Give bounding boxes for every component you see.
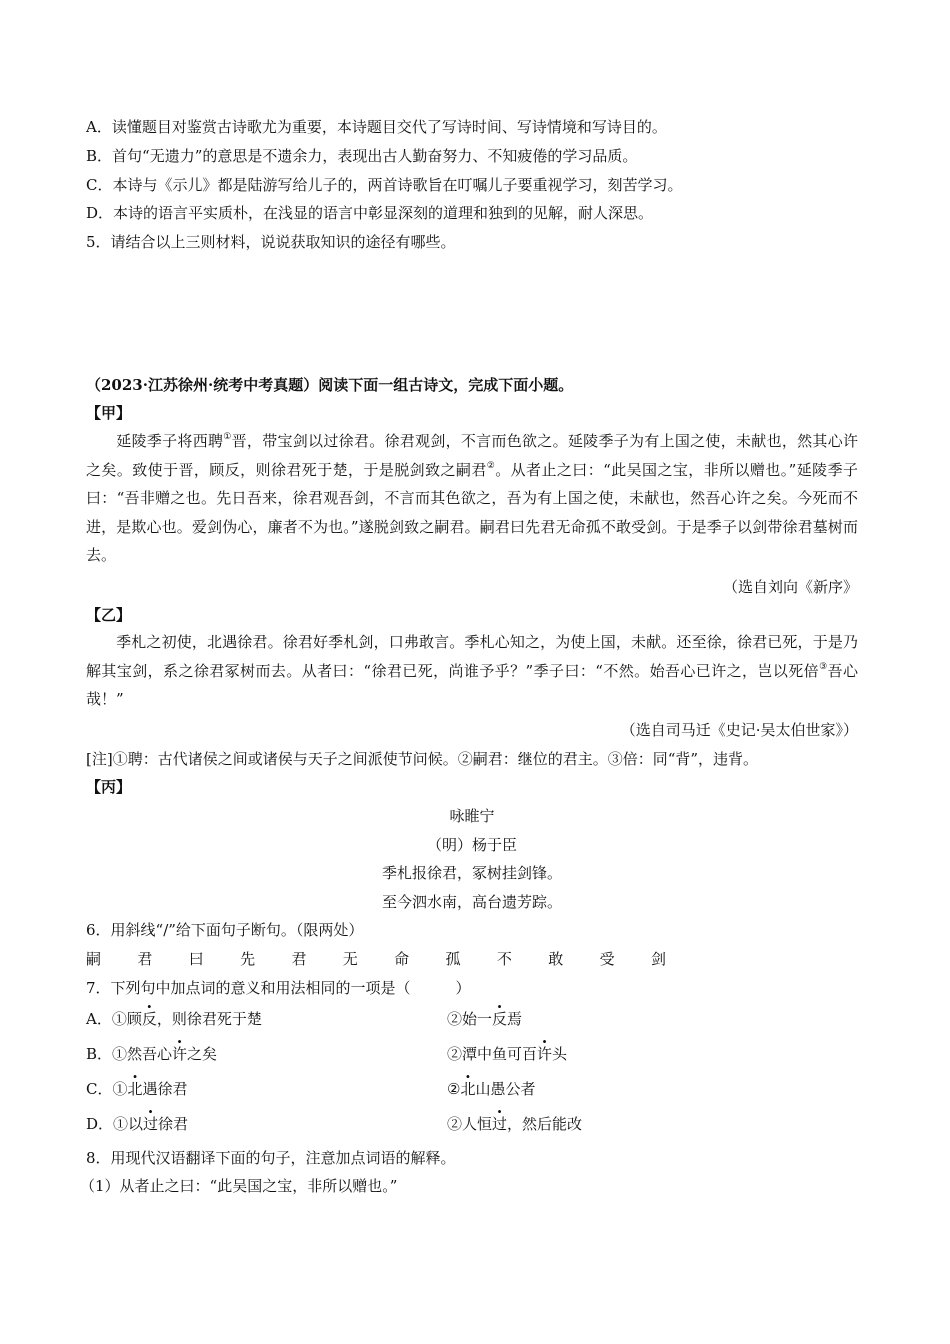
q7-option-a-left: A．①顾反，则徐君死于楚 <box>86 1010 262 1028</box>
option-c: C．本诗与《示儿》都是陆游写给儿子的，两首诗歌旨在叮嘱儿子要重视学习，刻苦学习。 <box>86 176 683 194</box>
question-8-sub1: （1）从者止之曰：“此吴国之宝，非所以赠也。” <box>80 1177 398 1195</box>
footnote-3: ③ <box>819 661 828 672</box>
poem-author: （明）杨于臣 <box>426 836 517 854</box>
yi-passage <box>86 628 858 714</box>
q6-char: 嗣 <box>86 950 102 968</box>
q7-option-d-right: ②人恒过，然后能改 <box>447 1115 583 1133</box>
q7-option-b-right: ②潭中鱼可百许头 <box>447 1045 568 1063</box>
q6-char: 命 <box>394 950 410 968</box>
yi-source: （选自司马迁《史记·吴太伯世家》） <box>620 721 858 739</box>
yi-label: 【乙】 <box>86 606 132 624</box>
poem-line-1: 季札报徐君，冢树挂剑锋。 <box>381 864 562 882</box>
q7-option-c-left: C．①北遇徐君 <box>86 1080 188 1098</box>
jia-text-3: 。从者止之曰：“此吴国之宝，非所以赠也。”延陵季子曰：“吾非赠之也。先日吾来，徐君观吾剑，不言而其色欲之，吾为有上国之使，未献也，然吾心许之矣。今死而不进，是欺心也。爱剑伪心，廉者不为也。”遂脱剑致之嗣君。嗣君曰先君无命孤不敢受剑。于是季子以剑带徐君墓树而去。 <box>86 460 858 565</box>
q6-char: 君 <box>137 950 153 968</box>
q7-option-a-right: ②始一反焉 <box>447 1010 523 1028</box>
q6-char: 不 <box>496 950 512 968</box>
option-d: D．本诗的语言平实质朴，在浅显的语言中彰显深刻的道理和独到的见解，耐人深思。 <box>86 204 654 222</box>
q6-char: 受 <box>599 950 615 968</box>
question-7: 7．下列句中加点词的意义和用法相同的一项是（ ） <box>86 979 471 997</box>
q6-char: 先 <box>240 950 256 968</box>
q7-option-d-left: D．①以过徐君 <box>86 1115 189 1133</box>
question-8: 8．用现代汉语翻译下面的句子，注意加点词语的解释。 <box>86 1149 456 1167</box>
option-b: B．首句“无遗力”的意思是不遗余力，表现出古人勤奋努力、不知疲倦的学习品质。 <box>86 147 638 165</box>
q6-sentence <box>86 949 666 969</box>
footnote-1: ① <box>223 432 232 442</box>
footnote-2: ② <box>486 460 496 471</box>
poem-title: 咏睢宁 <box>449 807 495 825</box>
yi-text-2: 吾心哉！” <box>86 661 858 709</box>
q6-char: 无 <box>342 950 358 968</box>
question-6: 6．用斜线“/”给下面句子断句。（限两处） <box>86 921 364 939</box>
yi-text-1: 季札之初使，北遇徐君。徐君好季札剑，口弗敢言。季札心知之，为使上国，未献。还至徐，徐君已死，于是乃解其宝剑，系之徐君冢树而去。从者曰：“徐君已死，尚谁予乎？”季子曰：“不然。始吾心已许之，岂以死倍 <box>86 633 858 680</box>
q6-char: 敢 <box>548 950 564 968</box>
q7-option-c-right: ②北山愚公者 <box>447 1080 536 1098</box>
jia-source: （选自刘向《新序》 <box>722 578 858 596</box>
section-title: （2023·江苏徐州·统考中考真题）阅读下面一组古诗文，完成下面小题。 <box>86 376 574 394</box>
q6-char: 曰 <box>188 950 204 968</box>
q6-char: 剑 <box>650 950 666 968</box>
jia-label: 【甲】 <box>86 404 132 422</box>
jia-text-2: 晋，带宝剑以过徐君。徐君观剑，不言而色欲之。延陵季子为有上国之使，未献也，然其心许之矣。致使于晋，顾反，则徐君死于楚，于是脱剑致之嗣君 <box>86 432 858 479</box>
jia-passage <box>86 427 858 570</box>
q7-option-b-left: B．①然吾心许之矣 <box>86 1045 218 1063</box>
option-a: A．读懂题目对鉴赏古诗歌尤为重要，本诗题目交代了写诗时间、写诗情境和写诗目的。 <box>86 118 667 136</box>
bing-label: 【丙】 <box>86 778 132 796</box>
jia-text-1: 延陵季子将西聘 <box>116 432 224 450</box>
annotation-note: [注]①聘：古代诸侯之间或诸侯与天子之间派使节问候。②嗣君：继位的君主。③倍：同“背”，违背。 <box>86 750 759 768</box>
poem-line-2: 至今泗水南，高台遗芳踪。 <box>381 893 562 911</box>
question-5: 5．请结合以上三则材料，说说获取知识的途径有哪些。 <box>86 233 456 251</box>
q6-char: 孤 <box>445 950 461 968</box>
q6-char: 君 <box>291 950 307 968</box>
